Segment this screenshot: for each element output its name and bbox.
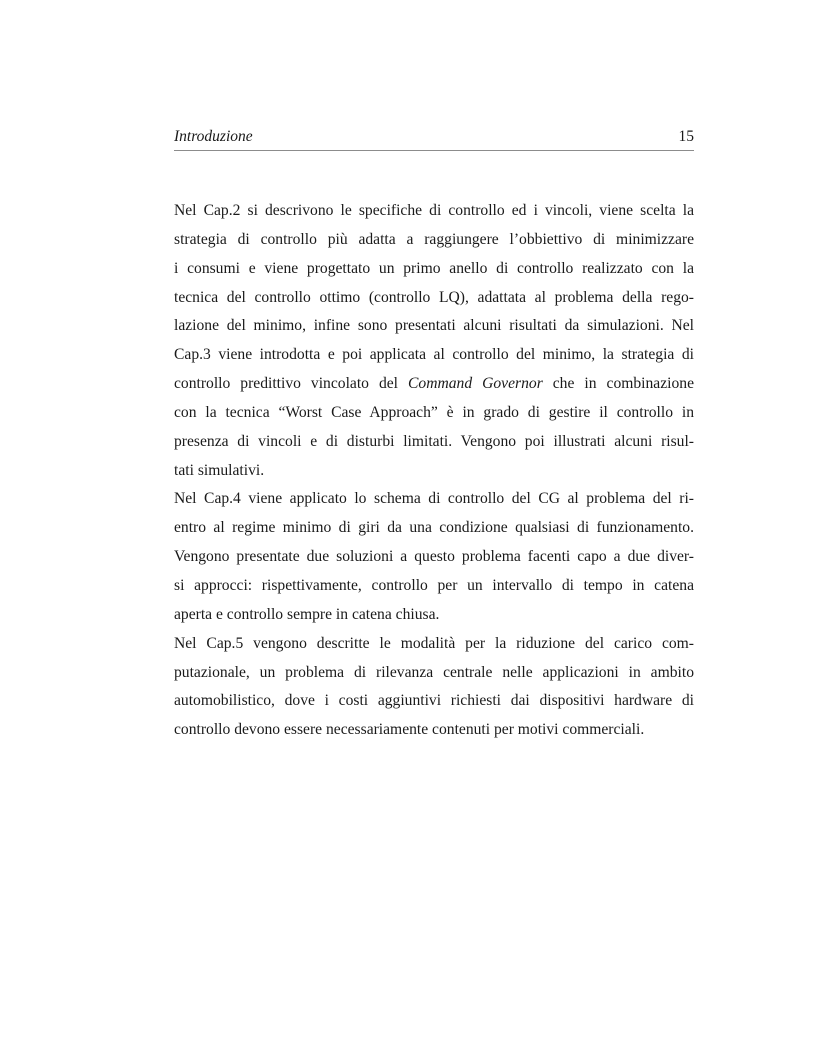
text-line: con la tecnica “Worst Case Approach” è in grado di gestire il controllo in bbox=[174, 403, 694, 421]
text-line: tecnica del controllo ottimo (controllo LQ), adattata al problema della rego- bbox=[174, 288, 694, 306]
text-line: putazionale, un problema di rilevanza centrale nelle applicazioni in ambito bbox=[174, 663, 694, 681]
text-line: presenza di vincoli e di disturbi limitati. Vengono poi illustrati alcuni risul- bbox=[174, 432, 694, 450]
text-line: lazione del minimo, infine sono presentati alcuni risultati da simulazioni. Nel bbox=[174, 317, 694, 335]
text-line: controllo predittivo vincolato del Command Governor che in combinazione bbox=[174, 375, 694, 393]
text-line: automobilistico, dove i costi aggiuntivi richiesti dai dispositivi hardware di bbox=[174, 692, 694, 710]
text-line: i consumi e viene progettato un primo anello di controllo realizzato con la bbox=[174, 259, 694, 277]
body-text bbox=[174, 197, 694, 745]
running-header bbox=[174, 126, 694, 151]
text-line: Nel Cap.4 viene applicato lo schema di controllo del CG al problema del ri- bbox=[174, 490, 694, 508]
text-line: Cap.3 viene introdotta e poi applicata al controllo del minimo, la strategia di bbox=[174, 346, 694, 364]
text-line: Vengono presentate due soluzioni a questo problema facenti capo a due diver- bbox=[174, 548, 694, 566]
text-line: strategia di controllo più adatta a raggiungere l’obbiettivo di minimizzare bbox=[174, 230, 694, 248]
emphasis-command-governor: Command Governor bbox=[408, 375, 543, 393]
text-line: si approcci: rispettivamente, controllo per un intervallo di tempo in catena bbox=[174, 576, 694, 594]
text-line: Nel Cap.2 si descrivono le specifiche di controllo ed i vincoli, viene scelta la bbox=[174, 202, 694, 219]
text-line: Nel Cap.5 vengono descritte le modalità per la riduzione del carico com- bbox=[174, 634, 694, 652]
chapter-title: Introduzione bbox=[174, 128, 253, 145]
text-line: controllo devono essere necessariamente contenuti per motivi commerciali. bbox=[174, 721, 645, 739]
text-line: tati simulativi. bbox=[174, 461, 265, 479]
page-number: 15 bbox=[678, 128, 694, 145]
text-line: entro al regime minimo di giri da una condizione qualsiasi di funzionamento. bbox=[174, 519, 694, 537]
text-line: aperta e controllo sempre in catena chiusa. bbox=[174, 605, 440, 623]
